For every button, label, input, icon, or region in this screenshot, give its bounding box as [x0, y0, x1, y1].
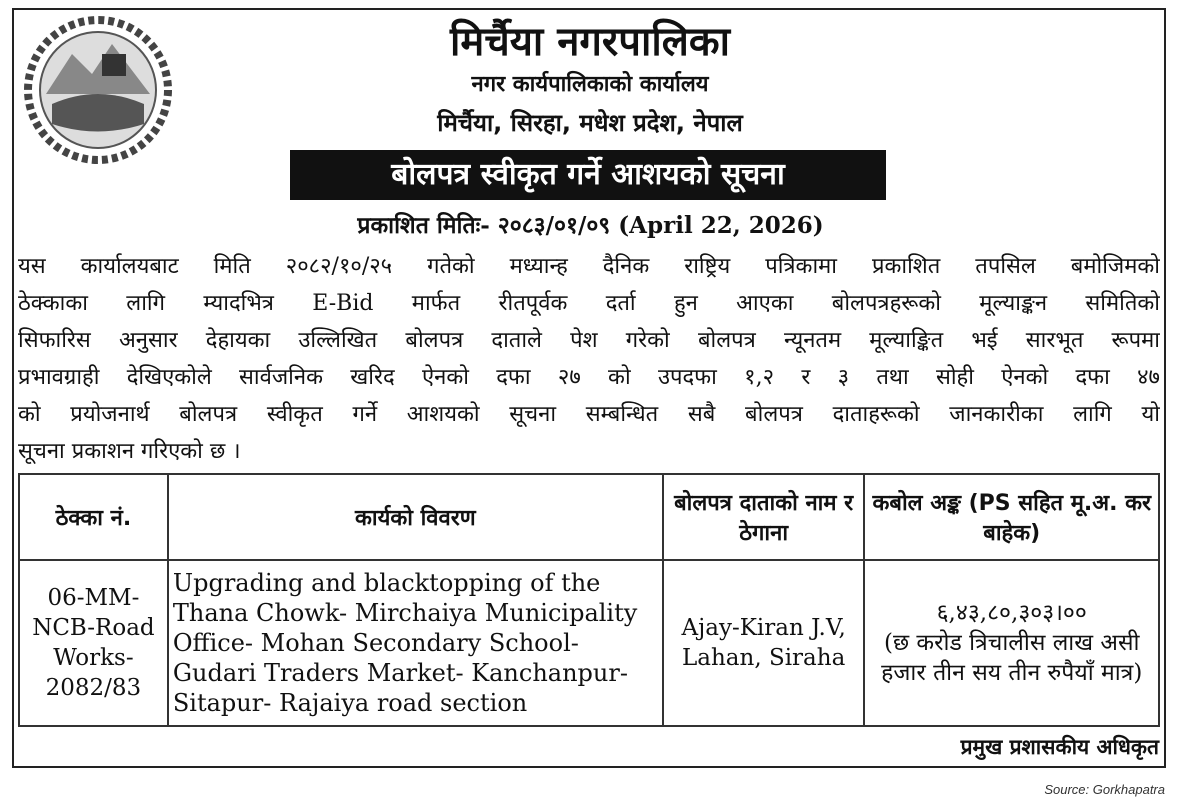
body-line: को प्रयोजनार्थ बोलपत्र स्वीकृत गर्ने आशयको सूचना सम्बन्धित सबै बोलपत्र दाताहरूको जानकारीका लागि यो: [18, 402, 1160, 427]
amount-cell: [864, 560, 1159, 726]
award-table: [18, 473, 1160, 727]
notice-title-banner: बोलपत्र स्वीकृत गर्ने आशयको सूचना: [290, 150, 886, 200]
table-header-row: [19, 474, 1159, 560]
header-bidder: बोलपत्र दाताको नाम र ठेगाना: [663, 474, 865, 560]
notice-body: [18, 248, 1160, 470]
office-address: मिर्चैया, सिरहा, मधेश प्रदेश, नेपाल: [437, 109, 743, 137]
header-description: कार्यको विवरण: [168, 474, 663, 560]
amount-figure: ६,४३,८०,३०३।००: [936, 600, 1087, 626]
signature-title: प्रमुख प्रशासकीय अधिकृत: [960, 735, 1159, 759]
bidder-cell: Ajay-Kiran J.V, Lahan, Siraha: [663, 560, 865, 726]
description-cell: Upgrading and blacktopping of the Thana Chowk- Mirchaiya Municipality Office- Mohan Secondary School- Gudari Traders Market- Kanchanpur- Sitapur- Rajaiya road section: [168, 560, 663, 726]
body-line: यस कार्यालयबाट मिति २०८२/१०/२५ गतेको मध्यान्ह दैनिक राष्ट्रिय पत्रिकामा प्रकाशित तपसिल बमोजिमको: [18, 254, 1160, 279]
header-contract-no: ठेक्का नं.: [19, 474, 168, 560]
table-row: [19, 560, 1159, 726]
body-line: सूचना प्रकाशन गरिएको छ ।: [18, 439, 241, 464]
source-credit: Source: Gorkhapatra: [1044, 782, 1165, 797]
body-line: प्रभावग्राही देखिएकोले सार्वजनिक खरिद ऐनको दफा २७ को उपदफा १,२ र ३ तथा सोही ऐनको दफा ४७: [18, 365, 1160, 390]
header-amount: कबोल अङ्क (PS सहित मू.अ. कर बाहेक): [864, 474, 1159, 560]
municipality-title: मिर्चैया नगरपालिका: [450, 19, 730, 65]
body-line: ठेक्काका लागि म्यादभित्र E-Bid मार्फत रीतपूर्वक दर्ता हुन आएका बोलपत्रहरूको मूल्याङ्कन समितिको: [18, 291, 1160, 316]
body-line: सिफारिस अनुसार देहायका उल्लिखित बोलपत्र दाताले पेश गरेको बोलपत्र न्यूनतम मूल्याङ्कित भई सारभूत रूपमा: [18, 328, 1160, 353]
contract-no-cell: 06-MM-NCB-Road Works-2082/83: [19, 560, 168, 726]
amount-words: (छ करोड त्रिचालीस लाख असी हजार तीन सय तीन रुपैयाँ मात्र): [881, 630, 1143, 686]
published-date: प्रकाशित मितिः- २०८३/०१/०९ (April 22, 2026): [357, 212, 824, 239]
office-name: नगर कार्यपालिकाको कार्यालय: [471, 72, 709, 97]
nepal-emblem-logo: [22, 14, 174, 166]
